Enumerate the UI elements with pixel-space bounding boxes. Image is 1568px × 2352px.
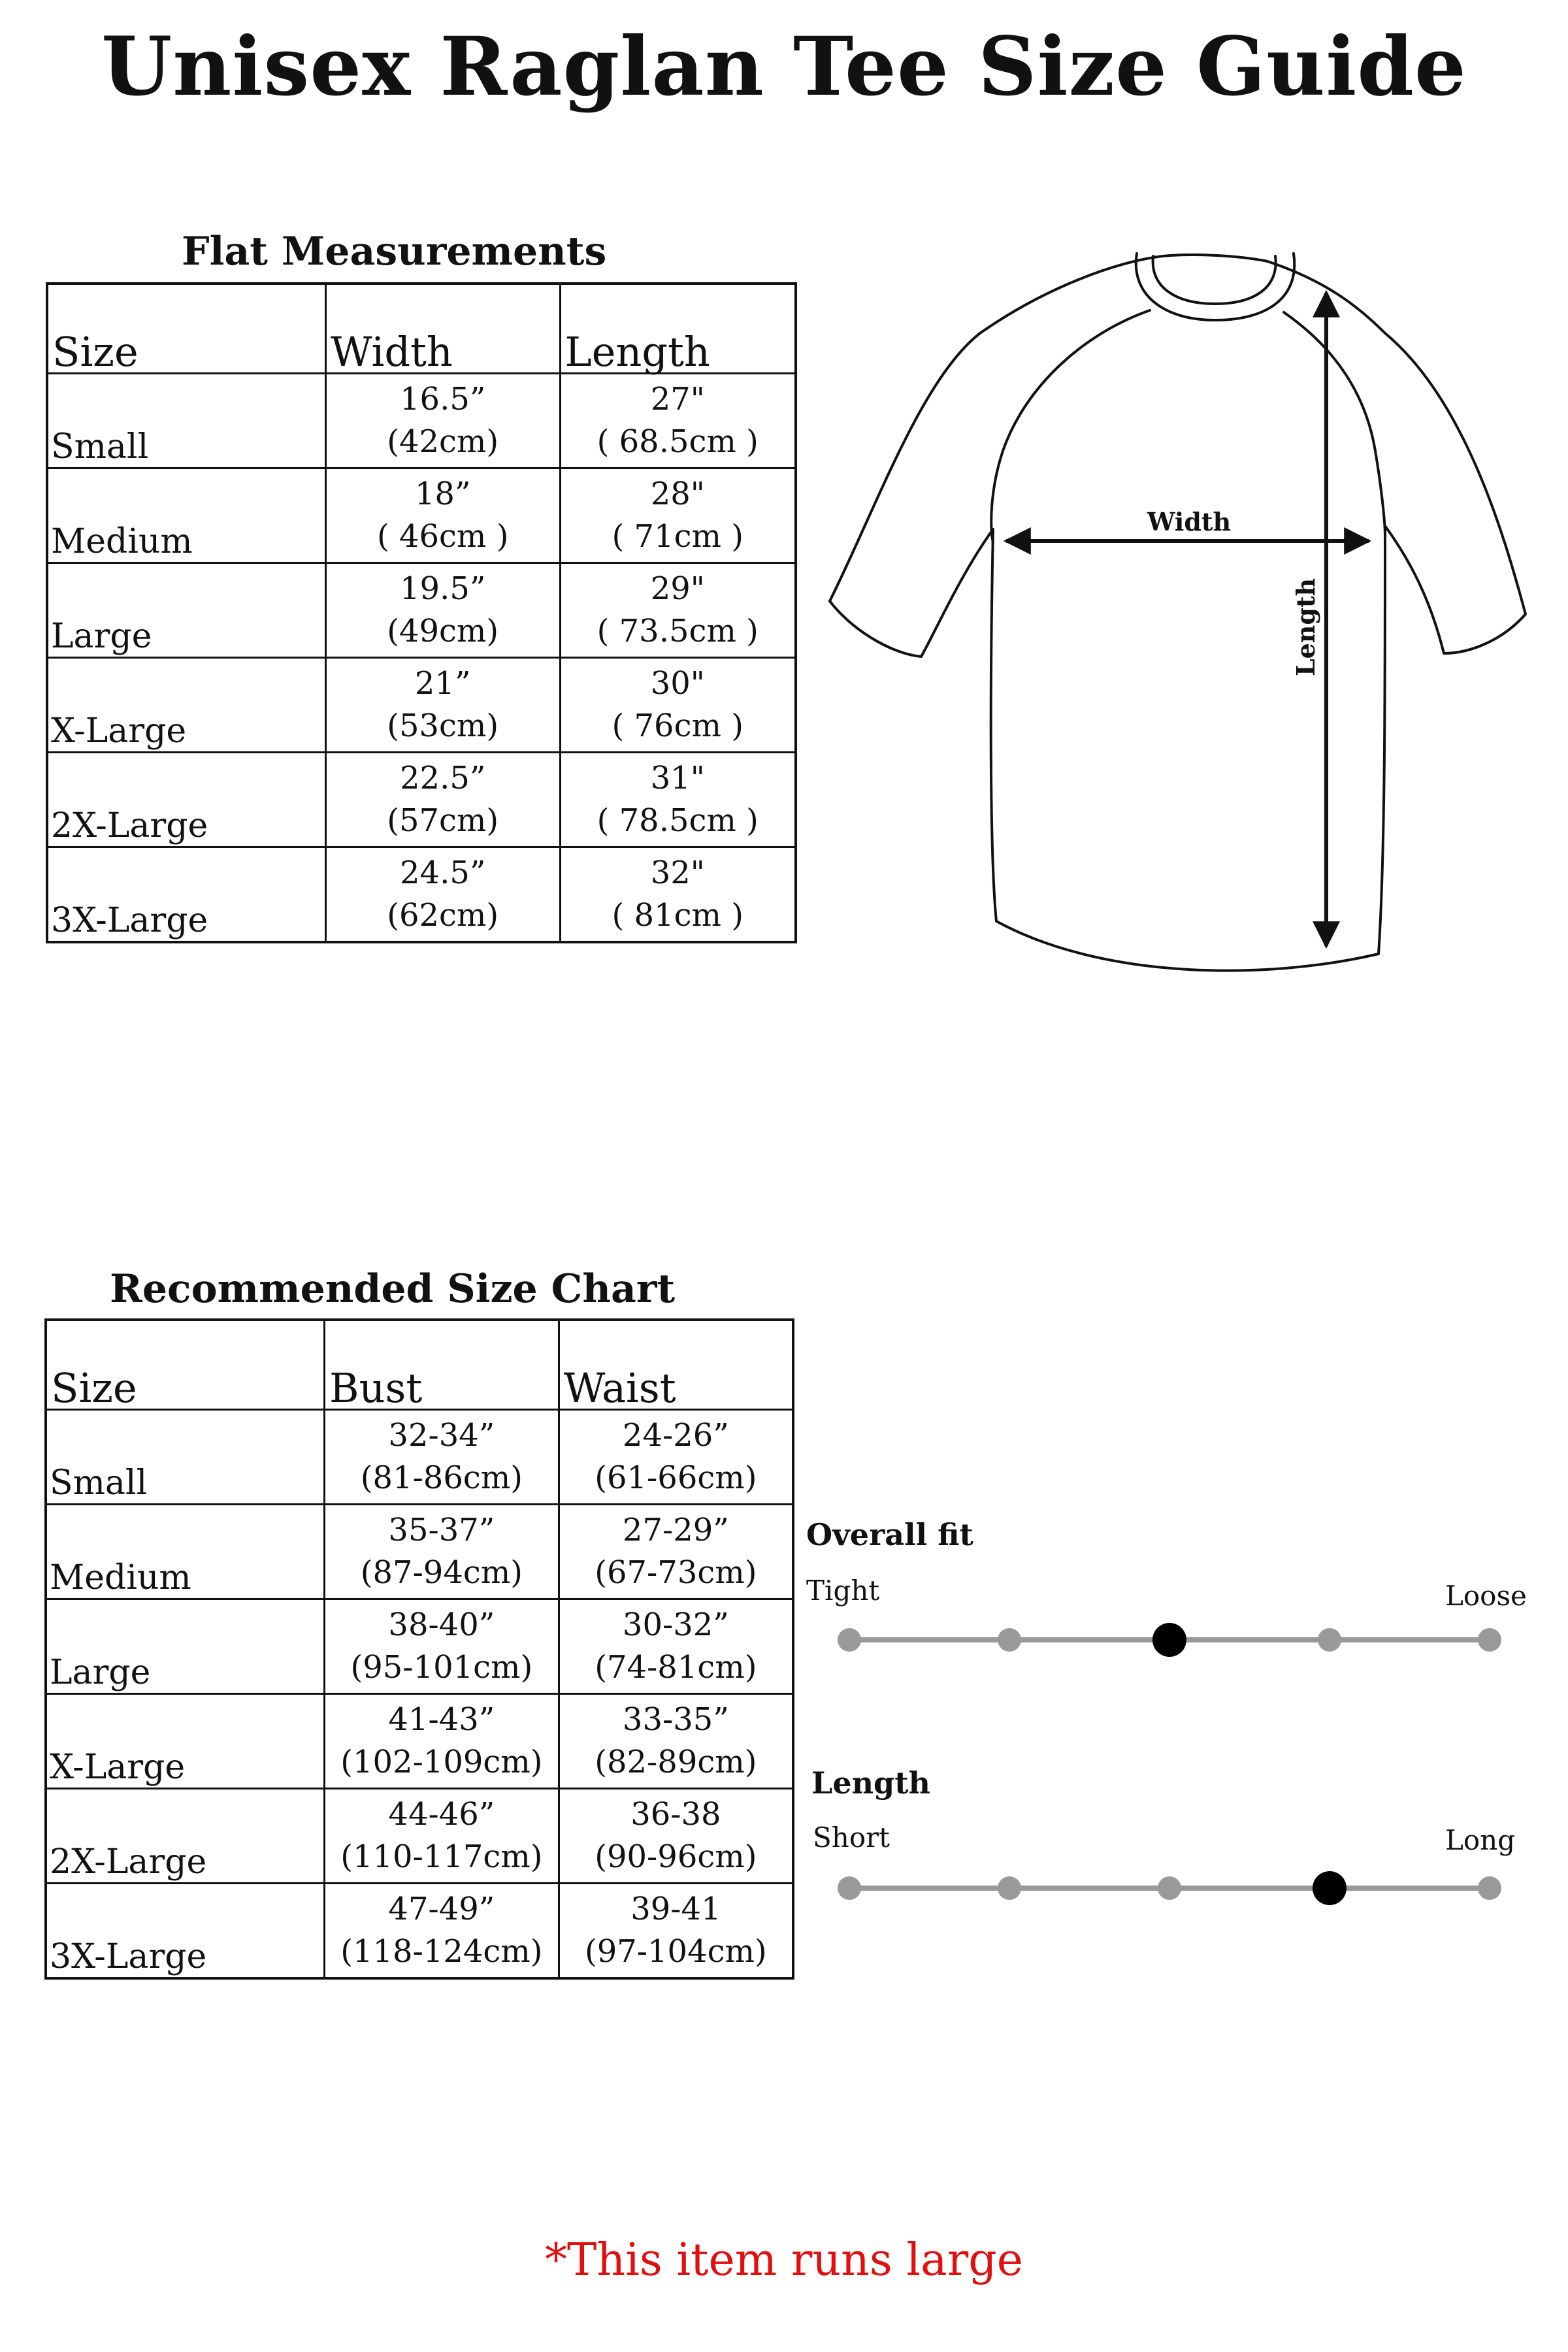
table-row [47, 374, 796, 468]
overall-fit-step-dot [998, 1628, 1021, 1652]
waist-value: 39-41 (97-104cm) [559, 1884, 793, 1979]
overall-fit-selected-marker [1152, 1623, 1186, 1657]
header-waist: Waist [559, 1320, 793, 1410]
bust-value: 41-43” (102-109cm) [325, 1694, 559, 1789]
size-label: 2X-Large [46, 1789, 325, 1884]
bust-value: 47-49” (118-124cm) [325, 1884, 559, 1979]
size-label: 3X-Large [46, 1884, 325, 1979]
overall-fit-left-label: Tight [806, 1575, 880, 1607]
header-bust: Bust [325, 1320, 559, 1410]
size-label: 3X-Large [47, 847, 325, 943]
length-value: 28" ( 71cm ) [560, 468, 796, 563]
runs-large-note: *This item runs large [545, 2234, 1023, 2286]
size-label: Small [46, 1410, 325, 1505]
waist-value: 30-32” (74-81cm) [559, 1599, 793, 1694]
length-fit-right-label: Long [1445, 1824, 1516, 1856]
raglan-seam-right [1284, 312, 1385, 536]
overall-fit-step-dot [1478, 1628, 1501, 1652]
width-value: 22.5” (57cm) [325, 753, 560, 847]
overall-fit-step-dot [838, 1628, 861, 1652]
length-fit-step-dot [1478, 1876, 1501, 1900]
waist-value: 24-26” (61-66cm) [559, 1410, 793, 1505]
length-label: Length [1291, 578, 1320, 677]
width-value: 24.5” (62cm) [325, 847, 560, 943]
size-label: Small [47, 374, 325, 468]
length-value: 30" ( 76cm ) [560, 658, 796, 753]
raglan-tee-diagram [810, 235, 1542, 993]
length-value: 31" ( 78.5cm ) [560, 753, 796, 847]
length-fit-label: Length [811, 1765, 930, 1801]
table-row [46, 1884, 793, 1979]
length-fit-step-dot [838, 1876, 861, 1900]
size-label: Medium [46, 1505, 325, 1599]
collar-inner [1153, 256, 1276, 304]
table-row [47, 658, 796, 753]
length-value: 29" ( 73.5cm ) [560, 563, 796, 658]
length-value: 32" ( 81cm ) [560, 847, 796, 943]
header-size: Size [46, 1320, 325, 1410]
length-fit-step-dot [998, 1876, 1021, 1900]
recommended-size-chart-heading: Recommended Size Chart [110, 1266, 676, 1312]
table-row [46, 1410, 793, 1505]
header-width: Width [325, 284, 560, 374]
recommended-size-table [44, 1318, 794, 1980]
table-row [46, 1789, 793, 1884]
size-label: Medium [47, 468, 325, 563]
bust-value: 44-46” (110-117cm) [325, 1789, 559, 1884]
table-row [46, 1505, 793, 1599]
tee-body-outline [830, 255, 1526, 971]
waist-value: 33-35” (82-89cm) [559, 1694, 793, 1789]
table-row [47, 753, 796, 847]
table-row [47, 468, 796, 563]
flat-measurements-table [46, 282, 797, 943]
overall-fit-label: Overall fit [806, 1517, 973, 1552]
length-fit-left-label: Short [813, 1821, 890, 1854]
flat-measurements-heading: Flat Measurements [182, 229, 607, 274]
table-header-row [46, 1320, 793, 1410]
size-label: Large [47, 563, 325, 658]
width-value: 18” ( 46cm ) [325, 468, 560, 563]
width-label: Width [1147, 507, 1232, 536]
length-fit-scale [836, 1862, 1516, 1914]
table-row [47, 847, 796, 943]
length-fit-selected-marker [1313, 1871, 1347, 1905]
size-label: 2X-Large [47, 753, 325, 847]
bust-value: 32-34” (81-86cm) [325, 1410, 559, 1505]
table-row [46, 1599, 793, 1694]
size-label: X-Large [46, 1694, 325, 1789]
waist-value: 36-38 (90-96cm) [559, 1789, 793, 1884]
overall-fit-step-dot [1318, 1628, 1341, 1652]
table-row [46, 1694, 793, 1789]
length-fit-step-dot [1158, 1876, 1181, 1900]
width-value: 16.5” (42cm) [325, 374, 560, 468]
overall-fit-right-label: Loose [1445, 1580, 1527, 1612]
size-label: X-Large [47, 658, 325, 753]
length-value: 27" ( 68.5cm ) [560, 374, 796, 468]
header-size: Size [47, 284, 325, 374]
waist-value: 27-29” (67-73cm) [559, 1505, 793, 1599]
table-header-row [47, 284, 796, 374]
bust-value: 35-37” (87-94cm) [325, 1505, 559, 1599]
size-label: Large [46, 1599, 325, 1694]
header-length: Length [560, 284, 796, 374]
overall-fit-scale [836, 1614, 1516, 1666]
width-value: 21” (53cm) [325, 658, 560, 753]
table-row [47, 563, 796, 658]
width-value: 19.5” (49cm) [325, 563, 560, 658]
raglan-seam-left [991, 310, 1150, 542]
bust-value: 38-40” (95-101cm) [325, 1599, 559, 1694]
page-title: Unisex Raglan Tee Size Guide [101, 20, 1467, 114]
